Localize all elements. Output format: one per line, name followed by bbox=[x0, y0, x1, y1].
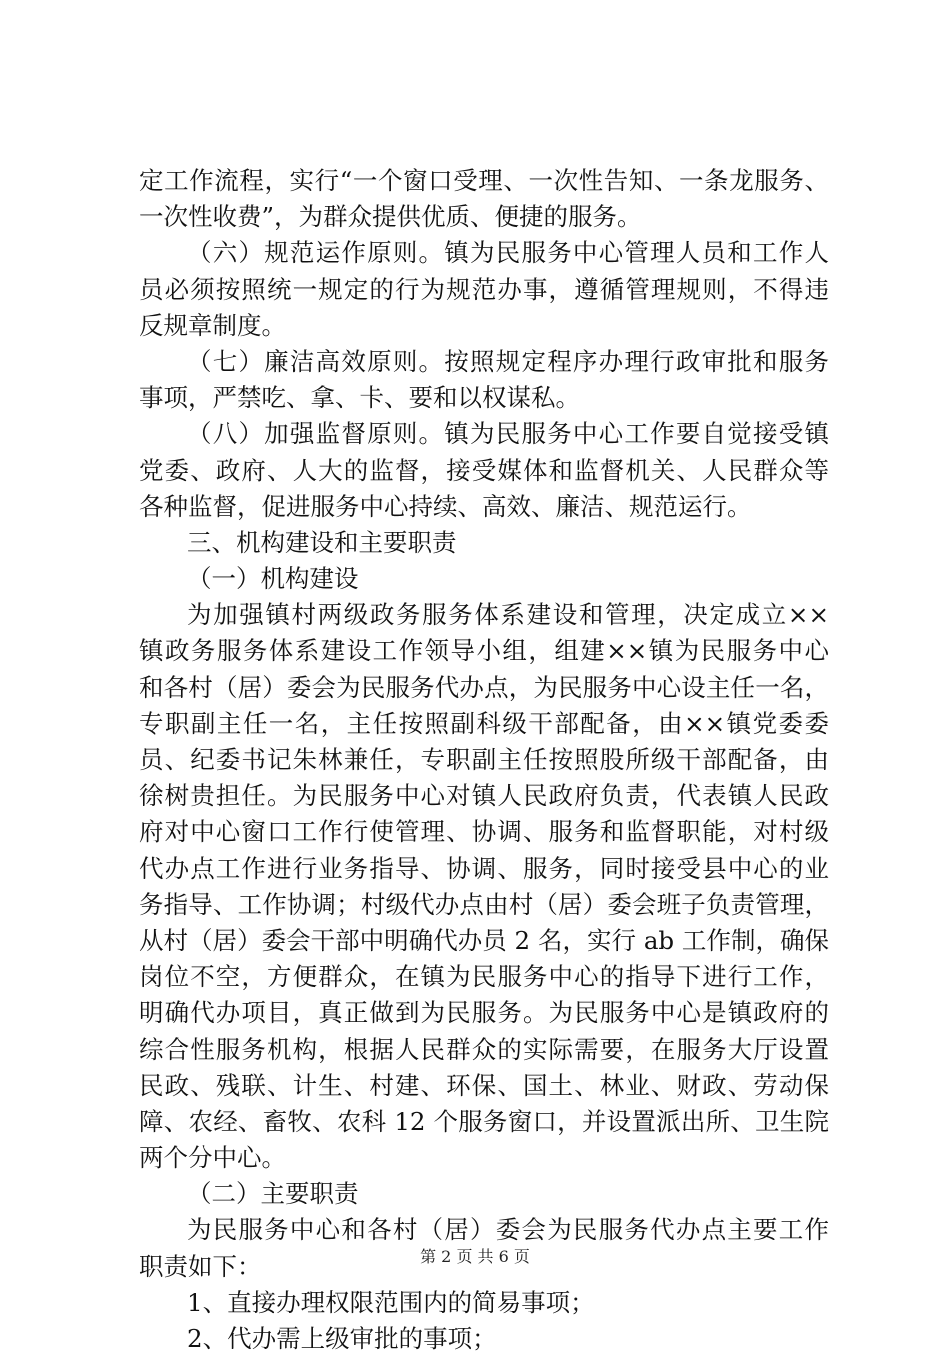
text-line: 三、机构建设和主要职责 bbox=[187, 527, 457, 557]
text-line: 专职副主任一名，主任按照副科级干部配备，由××镇党委委 bbox=[139, 708, 829, 738]
page-footer: 第 2 页 共 6 页 bbox=[420, 1247, 530, 1266]
text-line: 各种监督，促进服务中心持续、高效、廉洁、规范运行。 bbox=[139, 491, 752, 521]
text-line: （六）规范运作原则。镇为民服务中心管理人员和工作人 bbox=[187, 238, 829, 268]
text-line: 反规章制度。 bbox=[139, 310, 286, 340]
text-line: 为加强镇村两级政务服务体系建设和管理，决定成立×× bbox=[187, 600, 829, 630]
text-line: 党委、政府、人大的监督，接受媒体和监督机关、人民群众等 bbox=[139, 455, 829, 485]
text-line: 两个分中心。 bbox=[139, 1143, 286, 1173]
text-line: 民政、残联、计生、村建、环保、国土、林业、财政、劳动保 bbox=[139, 1070, 829, 1100]
text-line: 从村（居）委会干部中明确代办员 2 名，实行 ab 工作制，确保 bbox=[139, 925, 829, 955]
text-line: 务指导、工作协调；村级代办点由村（居）委会班子负责管理， bbox=[139, 889, 829, 919]
text-line: 2、代办需上级审批的事项； bbox=[187, 1324, 497, 1353]
text-line: （二）主要职责 bbox=[187, 1179, 359, 1209]
text-line: 1、直接办理权限范围内的简易事项； bbox=[187, 1287, 595, 1317]
text-line: 职责如下： bbox=[139, 1251, 262, 1281]
text-line: 障、农经、畜牧、农科 12 个服务窗口，并设置派出所、卫生院 bbox=[139, 1106, 829, 1136]
text-line: 明确代办项目，真正做到为民服务。为民服务中心是镇政府的 bbox=[139, 998, 829, 1028]
text-line: 事项，严禁吃、拿、卡、要和以权谋私。 bbox=[139, 383, 580, 413]
text-line: 员、纪委书记朱林兼任，专职副主任按照股所级干部配备，由 bbox=[139, 745, 829, 774]
text-line: 府对中心窗口工作行使管理、协调、服务和监督职能，对村级 bbox=[139, 817, 829, 847]
text-line: 岗位不空，方便群众，在镇为民服务中心的指导下进行工作， bbox=[139, 962, 829, 992]
text-line: 和各村（居）委会为民服务代办点，为民服务中心设主任一名， bbox=[139, 672, 829, 702]
text-line: 员必须按照统一规定的行为规范办事，遵循管理规则，不得违 bbox=[139, 274, 829, 304]
text-line: 为民服务中心和各村（居）委会为民服务代办点主要工作 bbox=[187, 1215, 829, 1245]
text-line: （八）加强监督原则。镇为民服务中心工作要自觉接受镇 bbox=[187, 419, 829, 449]
text-line: 代办点工作进行业务指导、协调、服务，同时接受县中心的业 bbox=[139, 853, 829, 883]
document-body bbox=[139, 163, 829, 1357]
text-line: 定工作流程，实行“一个窗口受理、一次性告知、一条龙服务、 bbox=[139, 166, 829, 195]
text-line: 镇政务服务体系建设工作领导小组，组建××镇为民服务中心 bbox=[139, 636, 829, 666]
text-line: 一次性收费”，为群众提供优质、便捷的服务。 bbox=[139, 202, 642, 232]
text-line: 徐树贵担任。为民服务中心对镇人民政府负责，代表镇人民政 bbox=[139, 781, 829, 811]
text-line: （七）廉洁高效原则。按照规定程序办理行政审批和服务 bbox=[187, 346, 829, 376]
text-line: （一）机构建设 bbox=[187, 564, 359, 594]
text-line: 综合性服务机构，根据人民群众的实际需要，在服务大厅设置 bbox=[139, 1034, 829, 1064]
